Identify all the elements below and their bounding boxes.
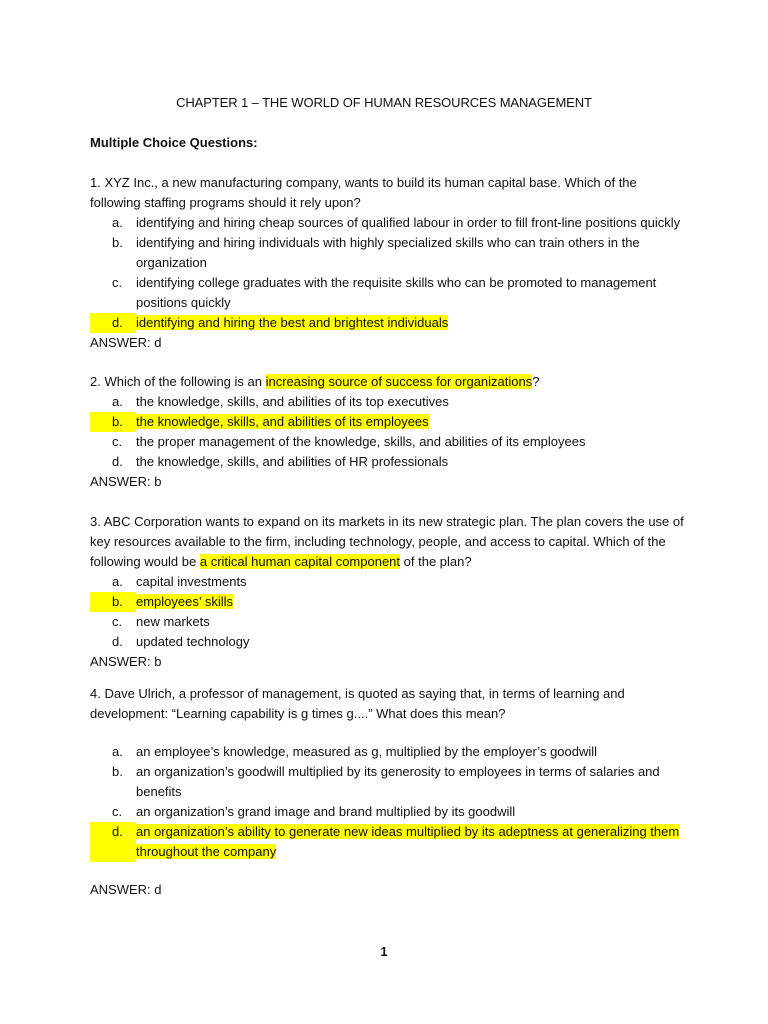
- question-4-text: 4. Dave Ulrich, a professor of management, is quoted as saying that, in terms of learning and development: “Learning capability is g times g....” What does this mean?: [90, 686, 625, 721]
- option-letter: a.: [112, 394, 123, 409]
- option-item: [90, 392, 690, 412]
- option-text-highlighted: employees’ skills: [136, 594, 234, 609]
- question-1-options: [90, 213, 690, 333]
- option-text: new markets: [136, 614, 210, 629]
- chapter-title: CHAPTER 1 – THE WORLD OF HUMAN RESOURCES MANAGEMENT: [176, 95, 592, 110]
- question-text-part: of the plan?: [400, 554, 472, 569]
- option-text: the knowledge, skills, and abilities of HR professionals: [136, 454, 449, 469]
- option-text-highlighted: the knowledge, skills, and abilities of its employees: [136, 414, 429, 429]
- question-4: [90, 684, 690, 900]
- option-item: [90, 572, 690, 592]
- question-3: [90, 512, 690, 672]
- option-letter: a.: [112, 744, 123, 759]
- question-text-part: ?: [532, 374, 540, 389]
- option-item: [90, 632, 690, 652]
- option-letter: d.: [90, 313, 136, 333]
- option-item: [90, 213, 690, 233]
- option-item: [90, 452, 690, 472]
- highlighted-phrase: increasing source of success for organizations: [265, 374, 533, 389]
- option-item-highlighted: [90, 412, 690, 432]
- option-text: the proper management of the knowledge, skills, and abilities of its employees: [136, 434, 586, 449]
- option-text-highlighted: an organization’s ability to generate new ideas multiplied by its adeptness at generalizing them throughout the company: [136, 824, 680, 859]
- option-letter: c.: [112, 275, 123, 290]
- option-letter: d.: [112, 454, 123, 469]
- option-text: identifying and hiring cheap sources of qualified labour in order to fill front-line positions quickly: [136, 215, 681, 230]
- option-letter: a.: [112, 574, 123, 589]
- option-text: identifying and hiring individuals with highly specialized skills who can train others in the organization: [136, 235, 640, 270]
- option-item: [90, 742, 690, 762]
- option-text-highlighted: identifying and hiring the best and brightest individuals: [136, 315, 449, 330]
- option-letter: c.: [112, 614, 123, 629]
- question-3-text: [90, 512, 690, 572]
- option-text: capital investments: [136, 574, 247, 589]
- option-item-highlighted: [90, 822, 690, 862]
- answer-line: ANSWER: b: [90, 474, 162, 489]
- option-text: updated technology: [136, 634, 250, 649]
- option-letter: b.: [90, 412, 136, 432]
- option-text: identifying college graduates with the requisite skills who can be promoted to management positions quickly: [136, 275, 657, 310]
- option-item-highlighted: [90, 592, 690, 612]
- question-2-options: [90, 392, 690, 472]
- option-item: [90, 432, 690, 452]
- question-4-options: [90, 742, 690, 862]
- option-item: [90, 233, 690, 273]
- option-item: [90, 612, 690, 632]
- highlighted-phrase: a critical human capital component: [199, 554, 401, 569]
- option-item: [90, 762, 690, 802]
- question-text-part: 2. Which of the following is an: [90, 374, 266, 389]
- option-letter: a.: [112, 215, 123, 230]
- option-item: [90, 802, 690, 822]
- option-letter: c.: [112, 804, 123, 819]
- option-text: an organization’s grand image and brand multiplied by its goodwill: [136, 804, 516, 819]
- option-letter: b.: [90, 592, 136, 612]
- option-letter: c.: [112, 434, 123, 449]
- option-letter: d.: [90, 822, 136, 862]
- question-2: [90, 372, 690, 492]
- section-heading: Multiple Choice Questions:: [90, 135, 258, 150]
- question-text-part: 3. ABC Corporation wants to expand on its markets in its new strategic plan. The plan covers the use of key resources available to the firm, including technology, people, and access to capital. Which of the following would be: [90, 514, 684, 569]
- option-text: an organization’s goodwill multiplied by its generosity to employees in terms of salaries and benefits: [136, 764, 660, 799]
- question-1: [90, 173, 690, 353]
- answer-line: ANSWER: d: [90, 882, 162, 897]
- option-item: [90, 273, 690, 313]
- answer-line: ANSWER: b: [90, 654, 162, 669]
- question-2-text: [90, 372, 690, 392]
- option-letter: b.: [112, 764, 123, 779]
- question-3-options: [90, 572, 690, 652]
- option-item-highlighted: [90, 313, 690, 333]
- page-number: 1: [380, 944, 388, 959]
- option-text: the knowledge, skills, and abilities of its top executives: [136, 394, 449, 409]
- question-1-text: 1. XYZ Inc., a new manufacturing company, wants to build its human capital base. Which of the following staffing programs should it rely upon?: [90, 175, 637, 210]
- option-letter: d.: [112, 634, 123, 649]
- option-text: an employee’s knowledge, measured as g, multiplied by the employer’s goodwill: [136, 744, 598, 759]
- answer-line: ANSWER: d: [90, 335, 162, 350]
- option-letter: b.: [112, 235, 123, 250]
